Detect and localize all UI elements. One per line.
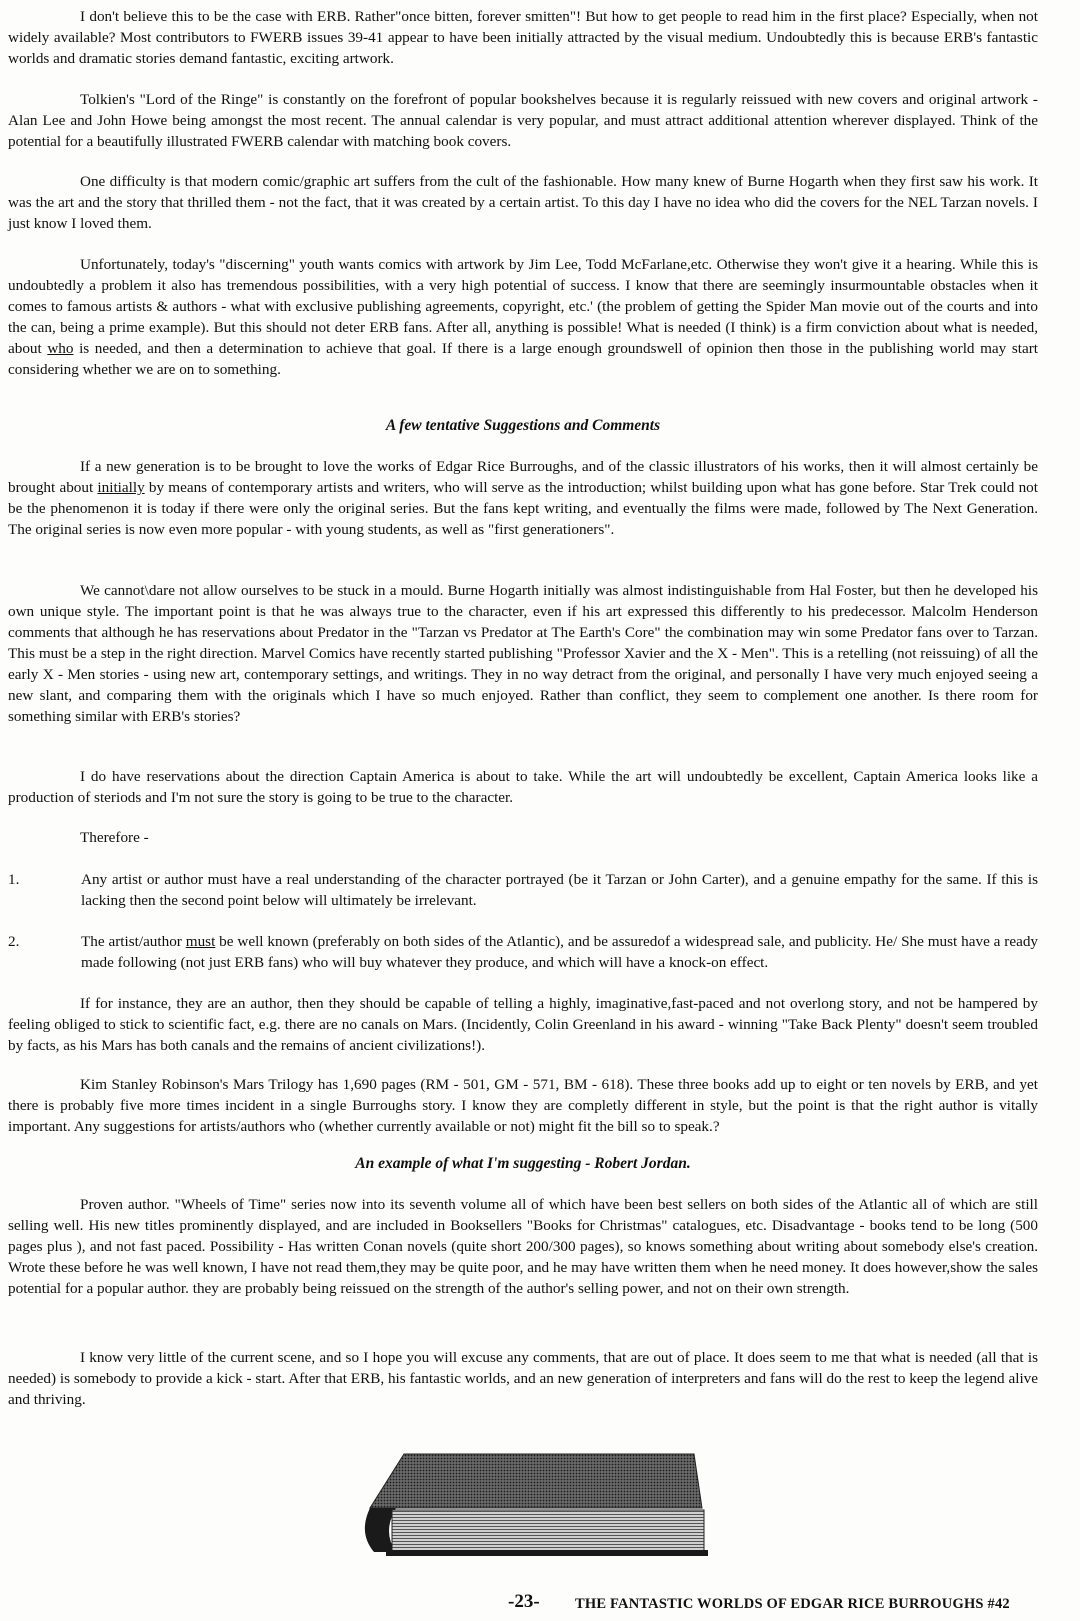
paragraph-5-text-b: by means of contemporary artists and writers, who will serve as the introduction; whilst building upon what has gone before. Star Trek could not be the phenomenon it is today if there were only the original series. But the fans kept writing, and eventually the films were made, followed by The Next Generation. The original series is now even more popular - with young students, as well as "first generationers". <box>8 479 1038 538</box>
paragraph-4-text-b: is needed, and then a determination to achieve that goal. If there is a large enough groundswell of opinion then those in the publishing world may start considering whether we are on to something. <box>8 340 1038 378</box>
paragraph-1: I don't believe this to be the case with ERB. Rather"once bitten, forever smitten"! But how to get people to read him in the first place? Especially, when not widely available? Most contributors to FWERB issues 39-41 appear to have been initially attracted by the visual medium. Undoubtedly this is because ERB's fantastic worlds and dramatic stories demand fantastic, exciting artwork. <box>8 8 1038 67</box>
paragraph-10: Kim Stanley Robinson's Mars Trilogy has 1,690 pages (RM - 501, GM - 571, BM - 618). These three books add up to eight or ten novels by ERB, and yet there is probably five more times incident in a single Burroughs story. I know they are completly different in style, but the point is that the right author is vitally important. Any suggestions for artists/authors who (whether currently available or not) might fit the bill so to speak.? <box>8 1076 1038 1135</box>
section-heading-suggestions: A few tentative Suggestions and Comments <box>385 417 661 434</box>
underlined-word-must: must <box>185 933 216 950</box>
paragraph-9: If for instance, they are an author, then they should be capable of telling a highly, imaginative,fast-paced and not overlong story, and not be hampered by feeling obliged to stick to scientific fact, e.g. there are no canals on Mars. (Incidently, Colin Greenland in his award - winning "Take Back Plenty" doesn't seem troubled by facts, as his Mars has both canals and the remains of ancient civilizations!). <box>8 995 1038 1054</box>
underlined-word-who: who <box>47 340 74 357</box>
paragraph-7: I do have reservations about the direction Captain America is about to take. While the art will undoubtedly be excellent, Captain America looks like a production of steriods and I'm not sure the story is going to be true to the character. <box>8 768 1038 806</box>
item-number: 2. <box>8 933 20 950</box>
item-text <box>81 931 1038 973</box>
paragraph-therefore: Therefore - <box>80 829 149 846</box>
item-number: 1. <box>8 871 20 888</box>
paragraph-3: One difficulty is that modern comic/graphic art suffers from the cult of the fashionable. How many knew of Burne Hogarth when they first saw his work. It was the art and the story that thrilled them - not the fact, that it was created by a certain artist. To this day I have no idea who did the covers for the NEL Tarzan novels. I just know I loved them. <box>8 173 1038 232</box>
paragraph-4-text-a: Unfortunately, today's "discerning" youth wants comics with artwork by Jim Lee, Todd McFarlane,etc. Otherwise they won't give it a hearing. While this is undoubtedly a problem it also has tremendous possibilities, with a very high potential of success. I know that there are seemingly insurmountable obstacles when it comes to famous artists & authors - what with exclusive publishing agreements, copyright, etc.' (the problem of getting the Spider Man movie out of the courts and into the can, being a prime example). But this should not deter ERB fans. After all, anything is possible! What is needed (I think) is a firm conviction about what is needed, about <box>8 256 1038 357</box>
section-heading-example: An example of what I'm suggesting - Robert Jordan. <box>355 1155 691 1172</box>
closed-book-icon <box>356 1448 726 1560</box>
paragraph-5-text-a: If a new generation is to be brought to love the works of Edgar Rice Burroughs, and of the classic illustrators of his works, then it will almost certainly be brought about <box>8 458 1038 496</box>
paragraph-11: Proven author. "Wheels of Time" series now into its seventh volume all of which have been best sellers on both sides of the Atlantic all of which are still selling well. His new titles prominently displayed, and are included in Booksellers "Books for Christmas" catalogues, etc. Disadvantage - books tend to be long (500 pages plus ), and not fast paced. Possibility - Has written Conan novels (quite short 200/300 pages), so knows something about writing about somebody else's creation. Wrote these before he was well known, I have not read them,they may be quite poor, and he may have written them when he need money. It does however,show the sales potential for a popular author. they are probably being reissued on the strength of the author's selling power, and not on their own strength. <box>8 1196 1038 1297</box>
underlined-word-initially: initially <box>97 479 145 496</box>
publication-title: THE FANTASTIC WORLDS OF EDGAR RICE BURROUGHS #42 <box>575 1596 1010 1612</box>
item-2-text-b: be well known (preferably on both sides of the Atlantic), and be assuredof a widespread sale, and publicity. He/ She must have a ready made following (not just ERB fans) who will buy whatever they produce, and which will have a knock-on effect. <box>81 933 1039 971</box>
item-2-text-a: The artist/author <box>81 933 186 950</box>
paragraph-12: I know very little of the current scene, and so I hope you will excuse any comments, that are out of place. It does seem to me that what is needed (all that is needed) is somebody to provide a kick - start. After that ERB, his fantastic worlds, and an new generation of interpreters and fans will do the rest to keep the legend alive and thriving. <box>8 1349 1038 1408</box>
paragraph-4 <box>8 254 1038 380</box>
paragraph-5 <box>8 456 1038 540</box>
paragraph-6: We cannot\dare not allow ourselves to be stuck in a mould. Burne Hogarth initially was almost indistinguishable from Hal Foster, but then he developed his own unique style. The important point is that he was always true to the character, even if his art expressed this differently to his predecessor. Malcolm Henderson comments that although he has reservations about Predator in the "Tarzan vs Predator at The Earth's Core" the combination may win some Predator fans over to Tarzan. This must be a step in the right direction. Marvel Comics have recently started publishing "Professor Xavier and the X - Men". This is a retelling (not reissuing) of all the early X - Men stories - using new art, contemporary settings, and writings. They in no way detract from the original, and personally I have very much enjoyed seeing a new slant, and comparing them with the originals which I have so much enjoyed. Rather than conflict, they seem to complement one another. Is there room for something similar with ERB's stories? <box>8 582 1038 725</box>
page-footer <box>0 1591 1080 1615</box>
item-text: Any artist or author must have a real understanding of the character portrayed (be it Tarzan or John Carter), and a genuine empathy for the same. If this is lacking then the second point below will ultimately be irrelevant. <box>81 871 1038 909</box>
paragraph-2: Tolkien's "Lord of the Ringe" is constantly on the forefront of popular bookshelves because it is regularly reissued with new covers and original artwork - Alan Lee and John Howe being amongst the most recent. The annual calendar is very popular, and must attract additional attention wherever displayed. Think of the potential for a beautifully illustrated FWERB calendar with matching book covers. <box>8 91 1038 150</box>
page-number: -23- <box>508 1591 540 1612</box>
